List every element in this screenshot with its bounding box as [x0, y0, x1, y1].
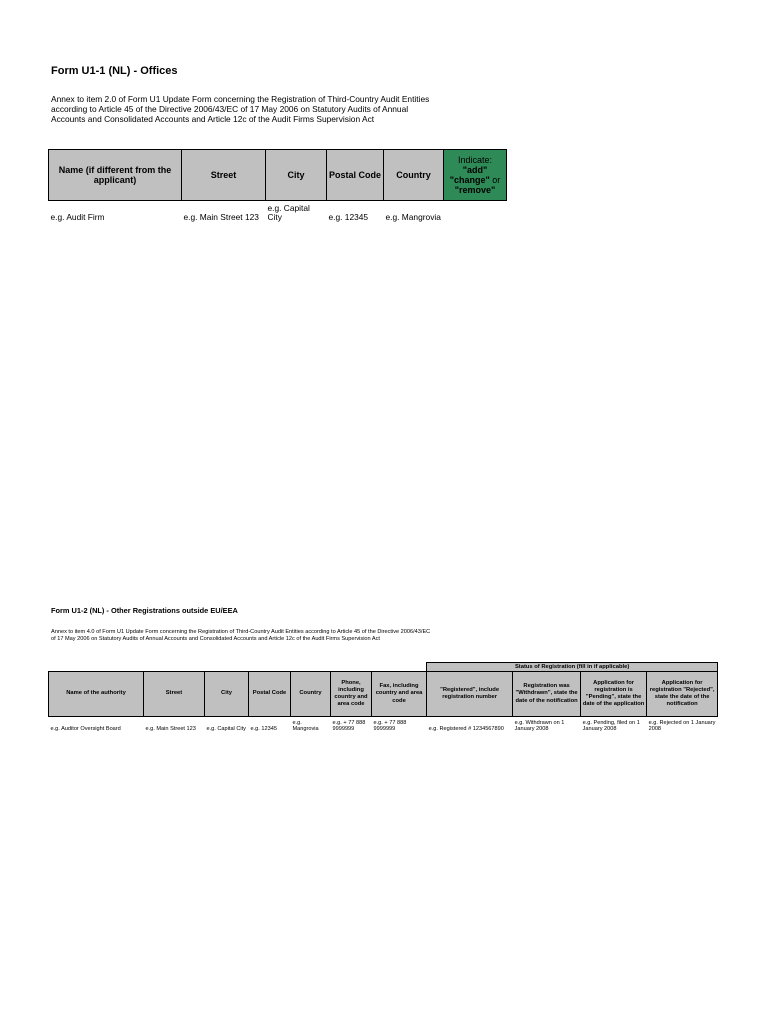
cell-name[interactable]: e.g. Audit Firm: [50, 212, 105, 222]
registrations-table: [48, 662, 718, 733]
col-header-country: Country: [291, 672, 331, 717]
col-header-fax: Fax, including country and area code: [372, 672, 427, 717]
col-header-country: Country: [384, 150, 444, 201]
form1-description: Annex to item 2.0 of Form U1 Update Form concerning the Registration of Third-Country Audit Entities according to Article 45 of the Directive 2006/43/EC of 17 May 2006 on Statutory Audits of Annual Accounts and Consolidated Accounts and Article 12c of the Audit Firms Supervision Act: [51, 94, 430, 124]
form1-title: Form U1-1 (NL) - Offices: [51, 65, 178, 77]
col-header-authority: Name of the authority: [49, 672, 144, 717]
cell-registered[interactable]: e.g. Registered # 1234567890: [428, 726, 504, 733]
form2-title: Form U1-2 (NL) - Other Registrations outside EU/EEA: [51, 606, 238, 615]
col-header-city: City: [266, 150, 327, 201]
indicate-remove: "remove": [454, 185, 496, 195]
cell-postal-code[interactable]: e.g. 12345: [328, 212, 369, 222]
cell-postal-code[interactable]: e.g. 12345: [250, 726, 277, 733]
cell-street[interactable]: e.g. Main Street 123: [183, 212, 259, 222]
col-header-rejected: Application for registration "Rejected", state the date of the notification: [647, 672, 718, 717]
cell-authority[interactable]: e.g. Auditor Oversight Board: [50, 726, 121, 733]
registrations-header-row: [49, 672, 718, 717]
cell-rejected[interactable]: e.g. Rejected on 1 January 2008: [648, 719, 716, 733]
col-header-postal-code: Postal Code: [249, 672, 291, 717]
col-header-phone: Phone, including country and area code: [331, 672, 372, 717]
cell-withdrawn[interactable]: e.g. Withdrawn on 1 January 2008: [514, 719, 565, 733]
col-header-city: City: [205, 672, 249, 717]
cell-city[interactable]: e.g. Capital City: [206, 726, 246, 733]
offices-header-row: [49, 150, 507, 201]
form2-description: Annex to item 4.0 of Form U1 Update Form concerning the Registration of Third-Country Audit Entities according to Article 45 of the Directive 2006/43/EC of 17 May 2006 on Statutory Audits of Annual Accounts and Consolidated Accounts and Article 12c of the Audit Firms Supervision Act: [51, 629, 431, 643]
col-header-street: Street: [144, 672, 205, 717]
offices-table: [48, 149, 507, 222]
col-header-withdrawn: Registration was "Withdrawn", state the date of the notification: [513, 672, 581, 717]
status-header-row: [49, 663, 718, 672]
indicate-prefix: Indicate:: [457, 155, 493, 165]
indicate-add: "add": [462, 165, 488, 175]
cell-fax[interactable]: e.g. + 77 888 9999999: [373, 719, 407, 733]
cell-country[interactable]: e.g. Mangrovia: [385, 212, 441, 222]
cell-street[interactable]: e.g. Main Street 123: [145, 726, 196, 733]
status-of-registration-header: Status of Registration (fill in if applicable): [427, 663, 718, 672]
indicate-change: "change": [449, 175, 490, 185]
status-header-spacer: [49, 663, 427, 672]
cell-city[interactable]: e.g. Capital City: [267, 203, 310, 222]
col-header-street: Street: [182, 150, 266, 201]
cell-indicate[interactable]: [444, 201, 507, 223]
table-row: [49, 201, 507, 223]
col-header-postal-code: Postal Code: [327, 150, 384, 201]
col-header-indicate: [444, 150, 507, 201]
cell-pending[interactable]: e.g. Pending, filed on 1 January 2008: [582, 719, 640, 733]
cell-phone[interactable]: e.g. + 77 888 9999999: [332, 719, 366, 733]
cell-country[interactable]: e.g. Mangrovia: [292, 719, 319, 733]
table-row: [49, 717, 718, 734]
col-header-registered: "Registered", include registration number: [427, 672, 513, 717]
col-header-pending: Application for registration is "Pending", state the date of the application: [581, 672, 647, 717]
col-header-name: Name (if different from the applicant): [49, 150, 182, 201]
indicate-or: or: [489, 175, 501, 185]
